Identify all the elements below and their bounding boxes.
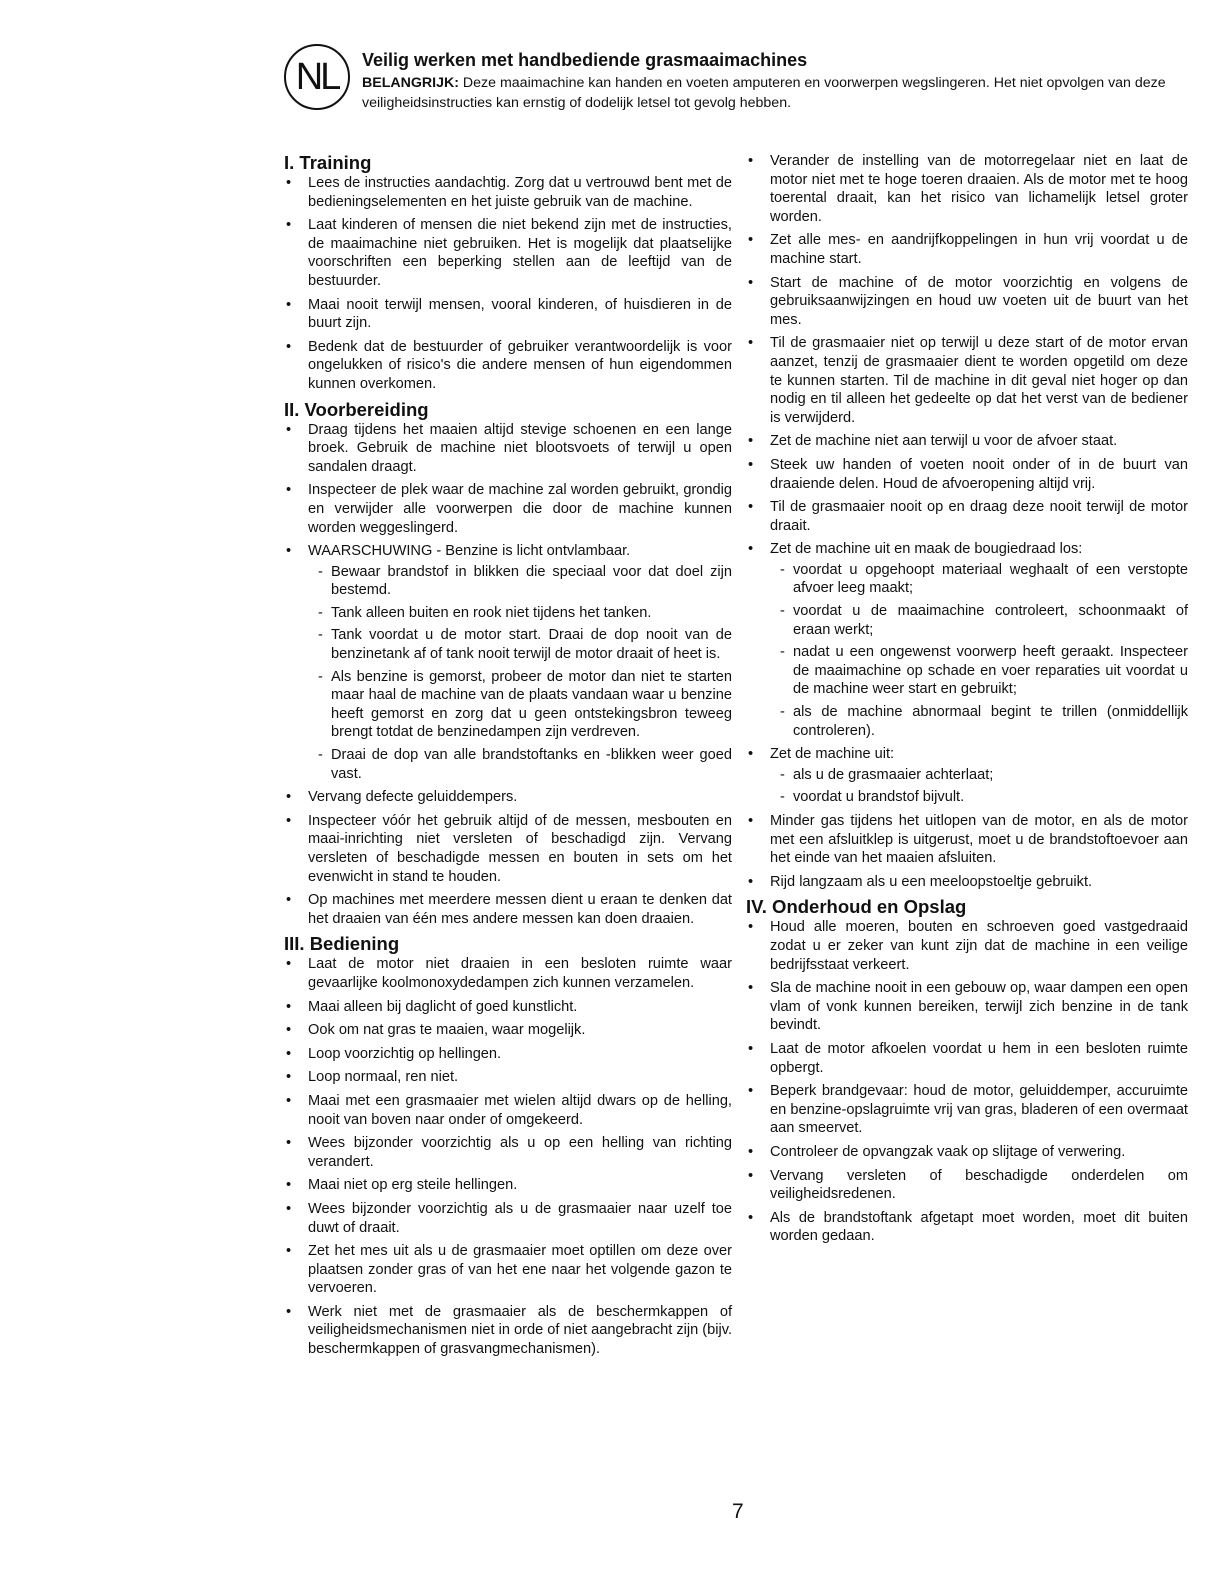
list-item: • Op machines met meerdere messen dient u eraan te denken dat het draaien van één mes andere messen kan doen draaien. bbox=[284, 891, 732, 928]
important-text: Deze maaimachine kan handen en voeten amputeren en voorwerpen wegslingeren. Het niet opvolgen van deze veiligheidsinstructies kan ernstig of dodelijk letsel tot gevolg hebben. bbox=[362, 75, 1166, 111]
list-item: • Controleer de opvangzak vaak op slijtage of verwering. bbox=[746, 1143, 1188, 1162]
header-text bbox=[362, 50, 1184, 113]
list-item: • Bedenk dat de bestuurder of gebruiker verantwoordelijk is voor ongelukken of risico's die andere mensen of hun eigendommen kunnen overkomen. bbox=[284, 338, 732, 394]
unplug-text: Zet de machine uit en maak de bougiedraad los: bbox=[770, 541, 1083, 558]
bediening-list-continued bbox=[746, 152, 1188, 891]
sub-item: - Als benzine is gemorst, probeer de motor dan niet te starten maar haal de machine van de plaats vandaan waar u benzine heeft gemorst en zorg dat u geen ontstekingsbron teweeg brengt totdat de benzinedampen zijn verdreven. bbox=[318, 668, 732, 742]
warning-sublist bbox=[308, 563, 732, 784]
important-notice bbox=[362, 73, 1184, 113]
list-item: • Werk niet met de grasmaaier als de beschermkappen of veiligheidsmechanismen niet in orde of niet aangebracht zijn (bijv. beschermkappen of grasvangmechanismen). bbox=[284, 1303, 732, 1359]
list-item: • Houd alle moeren, bouten en schroeven goed vastgedraaid zodat u er zeker van kunt zijn dat de machine in een veilige bedrijfsstaat verkeert. bbox=[746, 918, 1188, 974]
off-sublist bbox=[770, 766, 1188, 807]
section-title-onderhoud: IV. Onderhoud en Opslag bbox=[746, 896, 967, 918]
list-item: • Laat kinderen of mensen die niet bekend zijn met de instructies, de maaimachine niet gebruiken. Het is mogelijk dat plaatselijke voorschriften een beperking stellen aan de leeftijd van de bestuurder. bbox=[284, 216, 732, 290]
list-item: • Verander de instelling van de motorregelaar niet en laat de motor niet met te hoge toeren draaien. Als de motor met te hoog toerental draait, kan het risico van lichamelijk letsel groter worden. bbox=[746, 152, 1188, 226]
list-item: • Maai alleen bij daglicht of goed kunstlicht. bbox=[284, 998, 732, 1017]
list-item-off bbox=[746, 745, 1188, 807]
right-column bbox=[746, 152, 1188, 1251]
list-item: • Zet alle mes- en aandrijfkoppelingen in hun vrij voordat u de machine start. bbox=[746, 231, 1188, 268]
list-item: • Vervang defecte geluiddempers. bbox=[284, 788, 732, 807]
list-item: • Wees bijzonder voorzichtig als u de grasmaaier naar uzelf toe duwt of draait. bbox=[284, 1200, 732, 1237]
list-item-unplug bbox=[746, 540, 1188, 740]
list-item: • Laat de motor afkoelen voordat u hem in een besloten ruimte opbergt. bbox=[746, 1040, 1188, 1077]
list-item: • Rijd langzaam als u een meeloopstoeltje gebruikt. bbox=[746, 873, 1188, 892]
onderhoud-list bbox=[746, 918, 1188, 1246]
warning-text: WAARSCHUWING - Benzine is licht ontvlambaar. bbox=[308, 543, 631, 560]
sub-item: - Tank voordat u de motor start. Draai de dop nooit van de benzinetank af of tank nooit terwijl de motor draait of heet is. bbox=[318, 626, 732, 663]
sub-item: - voordat u de maaimachine controleert, schoonmaakt of eraan werkt; bbox=[780, 602, 1188, 639]
page-title: Veilig werken met handbediende grasmaaimachines bbox=[362, 50, 808, 70]
list-item: • Als de brandstoftank afgetapt moet worden, moet dit buiten worden gedaan. bbox=[746, 1209, 1188, 1246]
left-column bbox=[284, 152, 732, 1364]
list-item-warning bbox=[284, 542, 732, 783]
list-item: • Lees de instructies aandachtig. Zorg dat u vertrouwd bent met de bedieningselementen en het juiste gebruik van de machine. bbox=[284, 174, 732, 211]
list-item: • Laat de motor niet draaien in een besloten ruimte waar gevaarlijke koolmonoxydedampen zich kunnen verzamelen. bbox=[284, 955, 732, 992]
section-title-bediening: III. Bediening bbox=[284, 933, 400, 955]
sub-item: - als de machine abnormaal begint te trillen (onmiddellijk controleren). bbox=[780, 703, 1188, 740]
training-list bbox=[284, 174, 732, 394]
list-item: • Zet de machine niet aan terwijl u voor de afvoer staat. bbox=[746, 432, 1188, 451]
voorbereiding-list bbox=[284, 421, 732, 929]
list-item: • Til de grasmaaier nooit op en draag deze nooit terwijl de motor draait. bbox=[746, 498, 1188, 535]
list-item: • Inspecteer vóór het gebruik altijd of de messen, mesbouten en maai-inrichting niet versleten of beschadigd zijn. Vervang versleten of beschadigde messen en bouten in sets om het evenwicht in stand te houden. bbox=[284, 812, 732, 886]
list-item: • Inspecteer de plek waar de machine zal worden gebruikt, grondig en verwijder alle voorwerpen die door de machine kunnen worden weggeslingerd. bbox=[284, 481, 732, 537]
sub-item: - Bewaar brandstof in blikken die speciaal voor dat doel zijn bestemd. bbox=[318, 563, 732, 600]
list-item: • Wees bijzonder voorzichtig als u op een helling van richting verandert. bbox=[284, 1134, 732, 1171]
list-item: • Maai niet op erg steile hellingen. bbox=[284, 1176, 732, 1195]
list-item: • Vervang versleten of beschadigde onderdelen om veiligheidsredenen. bbox=[746, 1167, 1188, 1204]
unplug-sublist bbox=[770, 561, 1188, 740]
list-item: • Draag tijdens het maaien altijd stevige schoenen en een lange broek. Gebruik de machine niet blootsvoets of terwijl u open sandalen draagt. bbox=[284, 421, 732, 477]
important-label: BELANGRIJK: bbox=[362, 75, 459, 91]
sub-item: - voordat u brandstof bijvult. bbox=[780, 788, 1188, 807]
list-item: • Sla de machine nooit in een gebouw op, waar dampen een open vlam of vonk kunnen bereiken, terwijl zich benzine in de tank bevindt. bbox=[746, 979, 1188, 1035]
sub-item: - voordat u opgehoopt materiaal weghaalt of een verstopte afvoer leeg maakt; bbox=[780, 561, 1188, 598]
sub-item: - Tank alleen buiten en rook niet tijdens het tanken. bbox=[318, 604, 732, 623]
list-item: • Loop voorzichtig op hellingen. bbox=[284, 1045, 732, 1064]
bediening-list bbox=[284, 955, 732, 1358]
page-number: 7 bbox=[732, 1500, 744, 1523]
list-item: • Maai nooit terwijl mensen, vooral kinderen, of huisdieren in de buurt zijn. bbox=[284, 296, 732, 333]
list-item: • Steek uw handen of voeten nooit onder of in de buurt van draaiende delen. Houd de afvoeropening altijd vrij. bbox=[746, 456, 1188, 493]
off-text: Zet de machine uit: bbox=[770, 746, 895, 763]
list-item: • Beperk brandgevaar: houd de motor, geluiddemper, accuruimte en benzine-opslagruimte vrij van gras, bladeren of een overmaat aan smeervet. bbox=[746, 1082, 1188, 1138]
list-item: • Start de machine of de motor voorzichtig en volgens de gebruiksaanwijzingen en houd uw voeten uit de buurt van het mes. bbox=[746, 274, 1188, 330]
section-title-voorbereiding: II. Voorbereiding bbox=[284, 398, 429, 420]
sub-item: - als u de grasmaaier achterlaat; bbox=[780, 766, 1188, 785]
section-title-training: I. Training bbox=[284, 152, 372, 173]
list-item: • Maai met een grasmaaier met wielen altijd dwars op de helling, nooit van boven naar onder of omgekeerd. bbox=[284, 1092, 732, 1129]
sub-item: - Draai de dop van alle brandstoftanks en -blikken weer goed vast. bbox=[318, 746, 732, 783]
list-item: • Zet het mes uit als u de grasmaaier moet optillen om deze over plaatsen zonder gras of van het ene naar het volgende gazon te vervoeren. bbox=[284, 1242, 732, 1298]
list-item: • Loop normaal, ren niet. bbox=[284, 1068, 732, 1087]
sub-item: - nadat u een ongewenst voorwerp heeft geraakt. Inspecteer de maaimachine op schade en voer reparaties uit voordat u de machine weer start en gebruikt; bbox=[780, 643, 1188, 699]
language-badge: NL bbox=[284, 44, 350, 110]
list-item: • Ook om nat gras te maaien, waar mogelijk. bbox=[284, 1021, 732, 1040]
list-item: • Til de grasmaaier niet op terwijl u deze start of de motor ervan aanzet, tenzij de grasmaaier dient te worden opgetild om deze te kunnen starten. Til de machine in dit geval niet hoger op dan nodig en til alleen het gedeelte op dat het verst van de bediener is verwijderd. bbox=[746, 334, 1188, 427]
list-item: • Minder gas tijdens het uitlopen van de motor, en als de motor met een afsluitklep is uitgerust, moet u de brandstoftoevoer aan het einde van het maaien afsluiten. bbox=[746, 812, 1188, 868]
